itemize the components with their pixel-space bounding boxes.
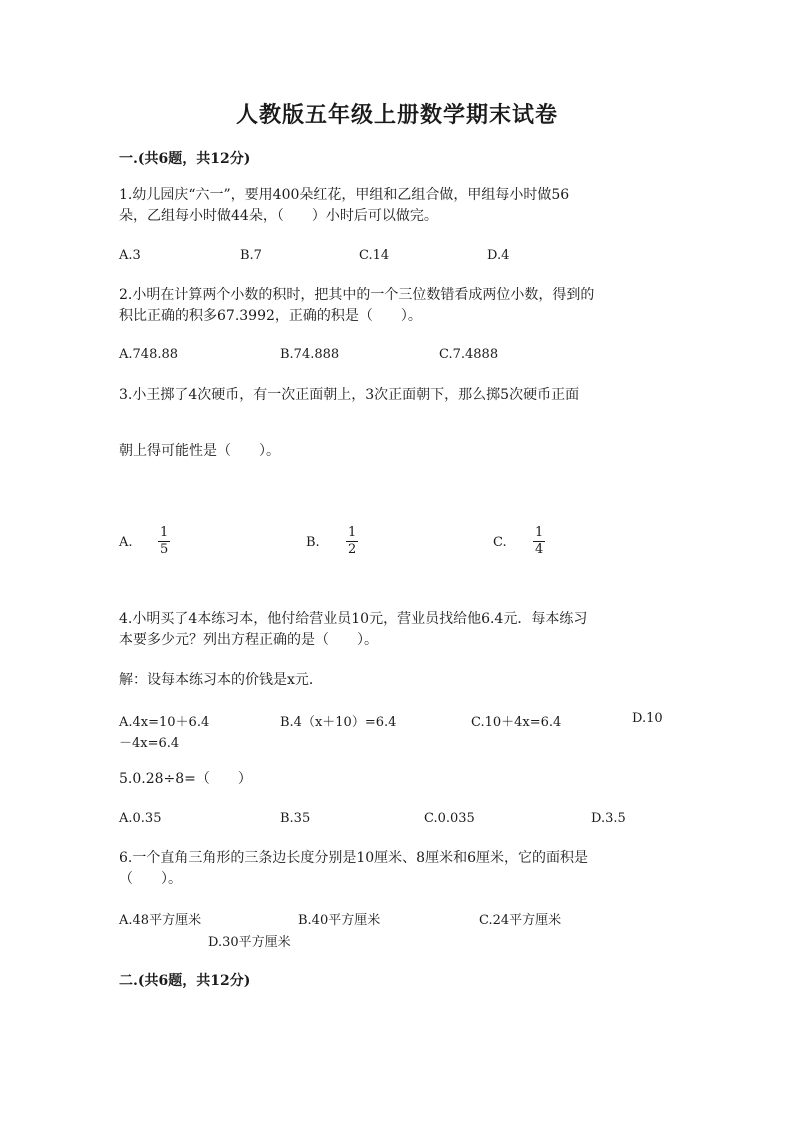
- question-4-option-a[interactable]: A.4x=10＋6.4: [119, 715, 210, 730]
- question-2-line-2: 积比正确的积多67.3992，正确的积是（ ）。: [119, 308, 422, 324]
- question-6-option-b[interactable]: B.40平方厘米: [298, 913, 381, 928]
- section-heading-2: 二.(共6题，共12分): [119, 973, 251, 989]
- question-5-option-a[interactable]: A.0.35: [119, 811, 162, 826]
- question-4-option-c[interactable]: C.10＋4x=6.4: [471, 715, 562, 730]
- section-heading-1: 一.(共6题，共12分): [119, 151, 251, 167]
- question-4-line-2: 本要多少元？列出方程正确的是（ ）。: [119, 632, 378, 648]
- question-2-option-a[interactable]: A.748.88: [119, 347, 179, 362]
- question-4-option-d-continued: －4x=6.4: [119, 736, 180, 751]
- question-1-option-d[interactable]: D.4: [487, 248, 510, 263]
- question-1-line-2: 朵，乙组每小时做44朵，（ ）小时后可以做完。: [119, 208, 438, 224]
- question-6-line-1: 6.一个直角三角形的三条边长度分别是10厘米、8厘米和6厘米，它的面积是: [119, 850, 588, 866]
- question-1-line-1: 1.幼儿园庆“六一”，要用400朵红花，甲组和乙组合做，甲组每小时做56: [119, 187, 570, 203]
- question-5-option-c[interactable]: C.0.035: [424, 811, 475, 826]
- question-1-option-b[interactable]: B.7: [240, 248, 262, 263]
- option-c-fraction: [533, 526, 545, 557]
- option-c-label: C.: [493, 535, 507, 550]
- question-6-option-d[interactable]: D.30平方厘米: [208, 935, 291, 950]
- question-2-line-1: 2.小明在计算两个小数的积时，把其中的一个三位数错看成两位小数，得到的: [119, 287, 595, 303]
- question-4-option-d[interactable]: D.10: [632, 711, 663, 726]
- question-1-option-a[interactable]: A.3: [119, 248, 141, 263]
- question-4-line-1: 4.小明买了4本练习本，他付给营业员10元，营业员找给他6.4元．每本练习: [119, 611, 588, 627]
- option-a-label: A.: [119, 535, 133, 550]
- question-2-option-b[interactable]: B.74.888: [280, 347, 340, 362]
- fraction-denominator: 2: [348, 542, 357, 557]
- question-3-option-b[interactable]: [306, 535, 320, 550]
- fraction-denominator: 4: [535, 542, 544, 557]
- question-6-line-2: （ ）。: [119, 871, 182, 887]
- fraction-numerator: 1: [535, 525, 544, 540]
- question-2-option-c[interactable]: C.7.4888: [439, 347, 499, 362]
- question-5-line-1: 5.0.28÷8=（ ）: [119, 771, 252, 787]
- option-b-label: B.: [306, 535, 320, 550]
- fraction-numerator: 1: [160, 525, 169, 540]
- option-a-fraction: [158, 526, 170, 557]
- question-3-line-2: 朝上得可能性是（ ）。: [119, 443, 280, 459]
- page-title: 人教版五年级上册数学期末试卷: [235, 102, 558, 128]
- option-b-fraction: [346, 526, 358, 557]
- question-1-option-c[interactable]: C.14: [359, 248, 390, 263]
- question-3-line-1: 3.小王掷了4次硬币，有一次正面朝上，3次正面朝下，那么掷5次硬币正面: [119, 387, 580, 403]
- fraction-numerator: 1: [348, 525, 357, 540]
- question-6-option-a[interactable]: A.48平方厘米: [119, 913, 202, 928]
- question-6-option-c[interactable]: C.24平方厘米: [479, 913, 562, 928]
- question-4-solution-line: 解：设每本练习本的价钱是x元．: [119, 672, 323, 688]
- question-5-option-d[interactable]: D.3.5: [591, 811, 626, 826]
- fraction-denominator: 5: [160, 542, 169, 557]
- question-3-option-a[interactable]: [119, 535, 133, 550]
- question-4-option-b[interactable]: B.4（x＋10）=6.4: [280, 715, 397, 730]
- question-5-option-b[interactable]: B.35: [280, 811, 311, 826]
- question-3-option-c[interactable]: [493, 535, 507, 550]
